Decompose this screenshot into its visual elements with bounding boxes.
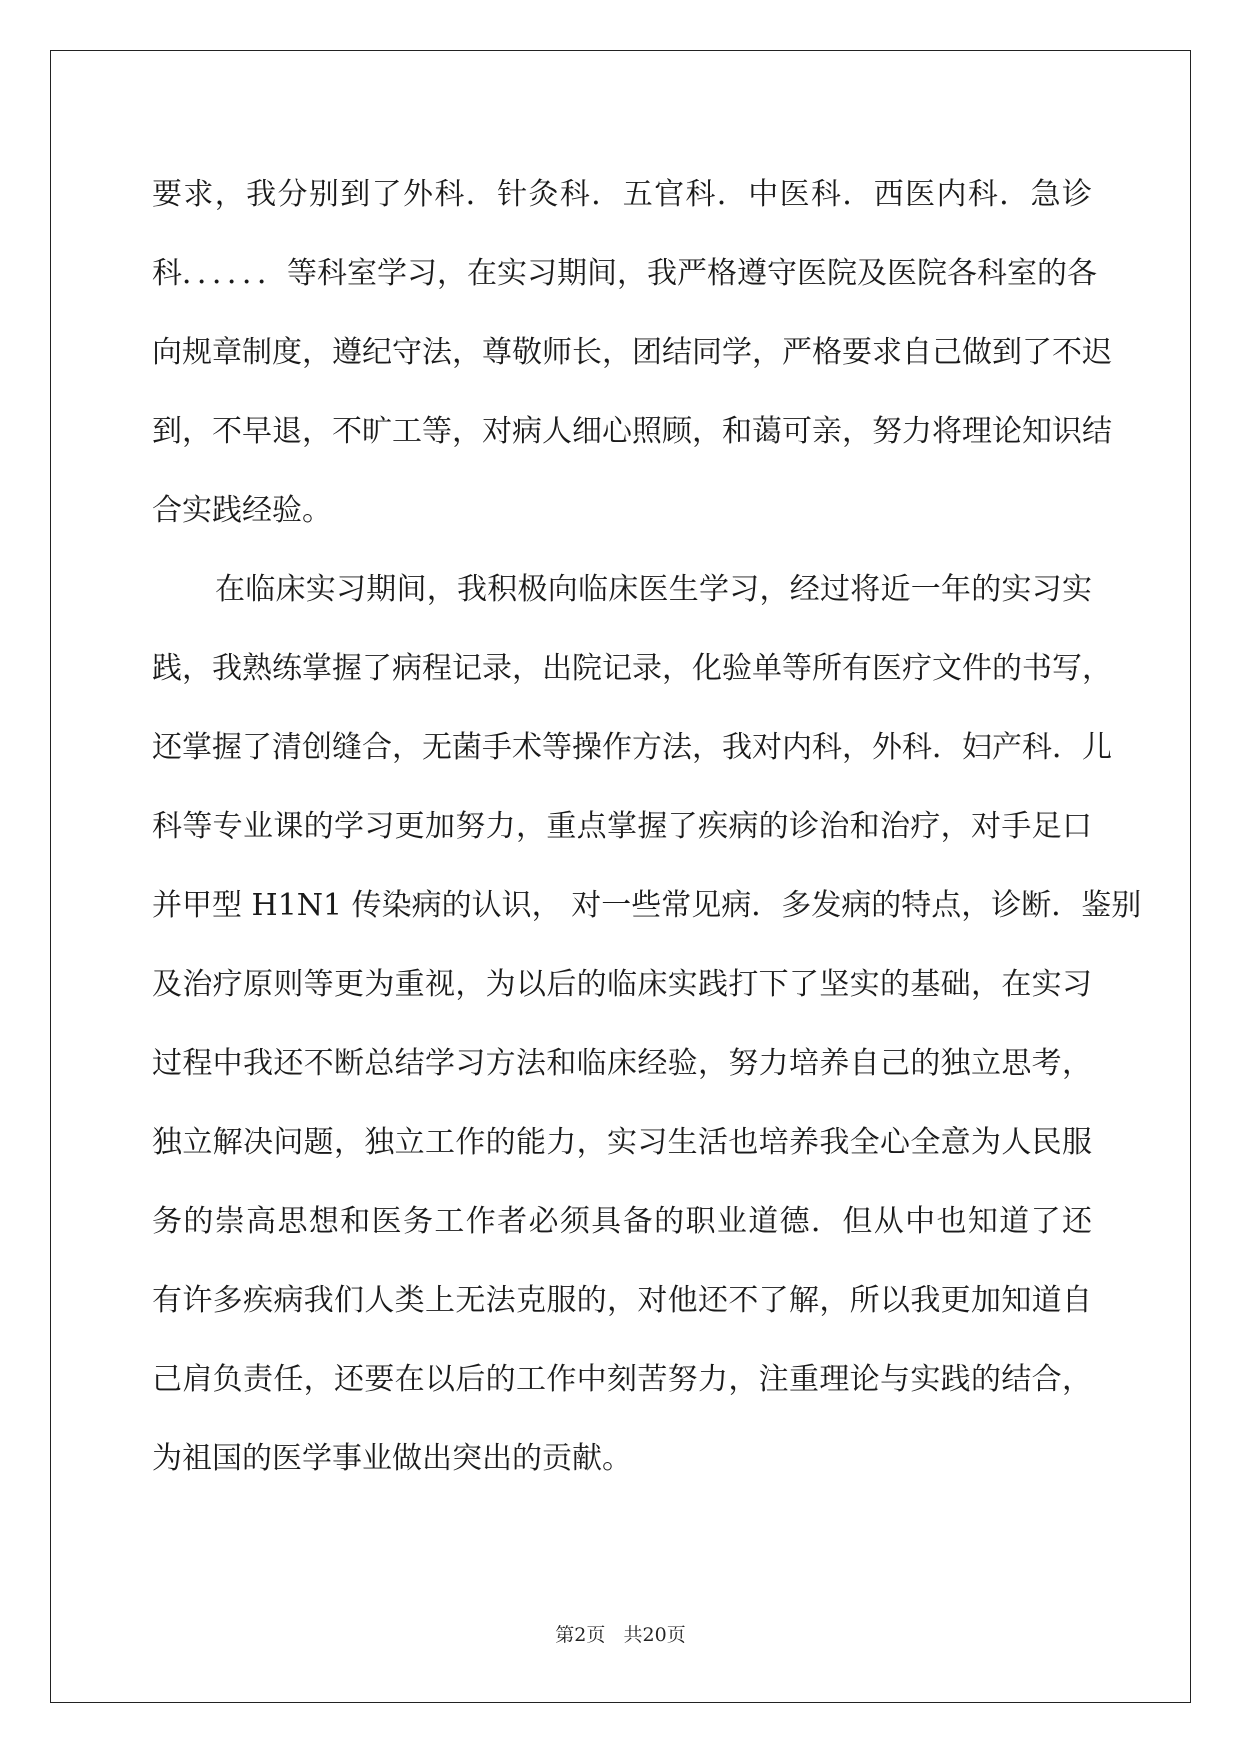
total-label-suffix: 页 bbox=[666, 1624, 686, 1646]
page-footer bbox=[0, 1620, 1241, 1647]
text-line: 过程中我还不断总结学习方法和临床经验，努力培养自己的独立思考， bbox=[152, 1046, 1092, 1081]
text-line: 要求，我分别到了外科．针灸科．五官科．中医科．西医内科．急诊 bbox=[152, 177, 1092, 212]
document-body bbox=[152, 155, 1142, 1498]
text-line: 还掌握了清创缝合，无菌手术等操作方法，我对内科，外科．妇产科．儿 bbox=[152, 730, 1112, 765]
total-pages: 20 bbox=[642, 1624, 667, 1646]
text-line: 独立解决问题，独立工作的能力，实习生活也培养我全心全意为人民服 bbox=[152, 1125, 1092, 1160]
text-line: 及治疗原则等更为重视，为以后的临床实践打下了坚实的基础，在实习 bbox=[152, 967, 1092, 1002]
text-line: 合实践经验。 bbox=[152, 493, 332, 528]
text-line: 到，不早退，不旷工等，对病人细心照顾，和蔼可亲，努力将理论知识结 bbox=[152, 414, 1112, 449]
page-label-suffix: 页 bbox=[586, 1624, 606, 1646]
text-line: 科等专业课的学习更加努力，重点掌握了疾病的诊治和治疗，对手足口 bbox=[152, 809, 1092, 844]
text-line: 有许多疾病我们人类上无法克服的，对他还不了解，所以我更加知道自 bbox=[152, 1283, 1092, 1318]
page-number: 2 bbox=[574, 1624, 587, 1646]
text-line: 践，我熟练掌握了病程记录，出院记录，化验单等所有医疗文件的书写， bbox=[152, 651, 1112, 686]
text-line: 为祖国的医学事业做出突出的贡献。 bbox=[152, 1441, 632, 1476]
total-label-prefix: 共 bbox=[623, 1624, 643, 1646]
text-line: 并甲型 H1N1 传染病的认识， 对一些常见病．多发病的特点，诊断．鉴别 bbox=[152, 888, 1142, 923]
text-line: 己肩负责任，还要在以后的工作中刻苦努力，注重理论与实践的结合， bbox=[152, 1362, 1092, 1397]
page-label-prefix: 第 bbox=[555, 1624, 575, 1646]
text-line: 在临床实习期间，我积极向临床医生学习，经过将近一年的实习实 bbox=[215, 572, 1092, 607]
text-line: 向规章制度，遵纪守法，尊敬师长，团结同学，严格要求自己做到了不迟 bbox=[152, 335, 1112, 370]
text-line: 务的崇高思想和医务工作者必须具备的职业道德．但从中也知道了还 bbox=[152, 1204, 1092, 1239]
text-line: 科．．．．．．等科室学习，在实习期间，我严格遵守医院及医院各科室的各 bbox=[152, 256, 1097, 291]
